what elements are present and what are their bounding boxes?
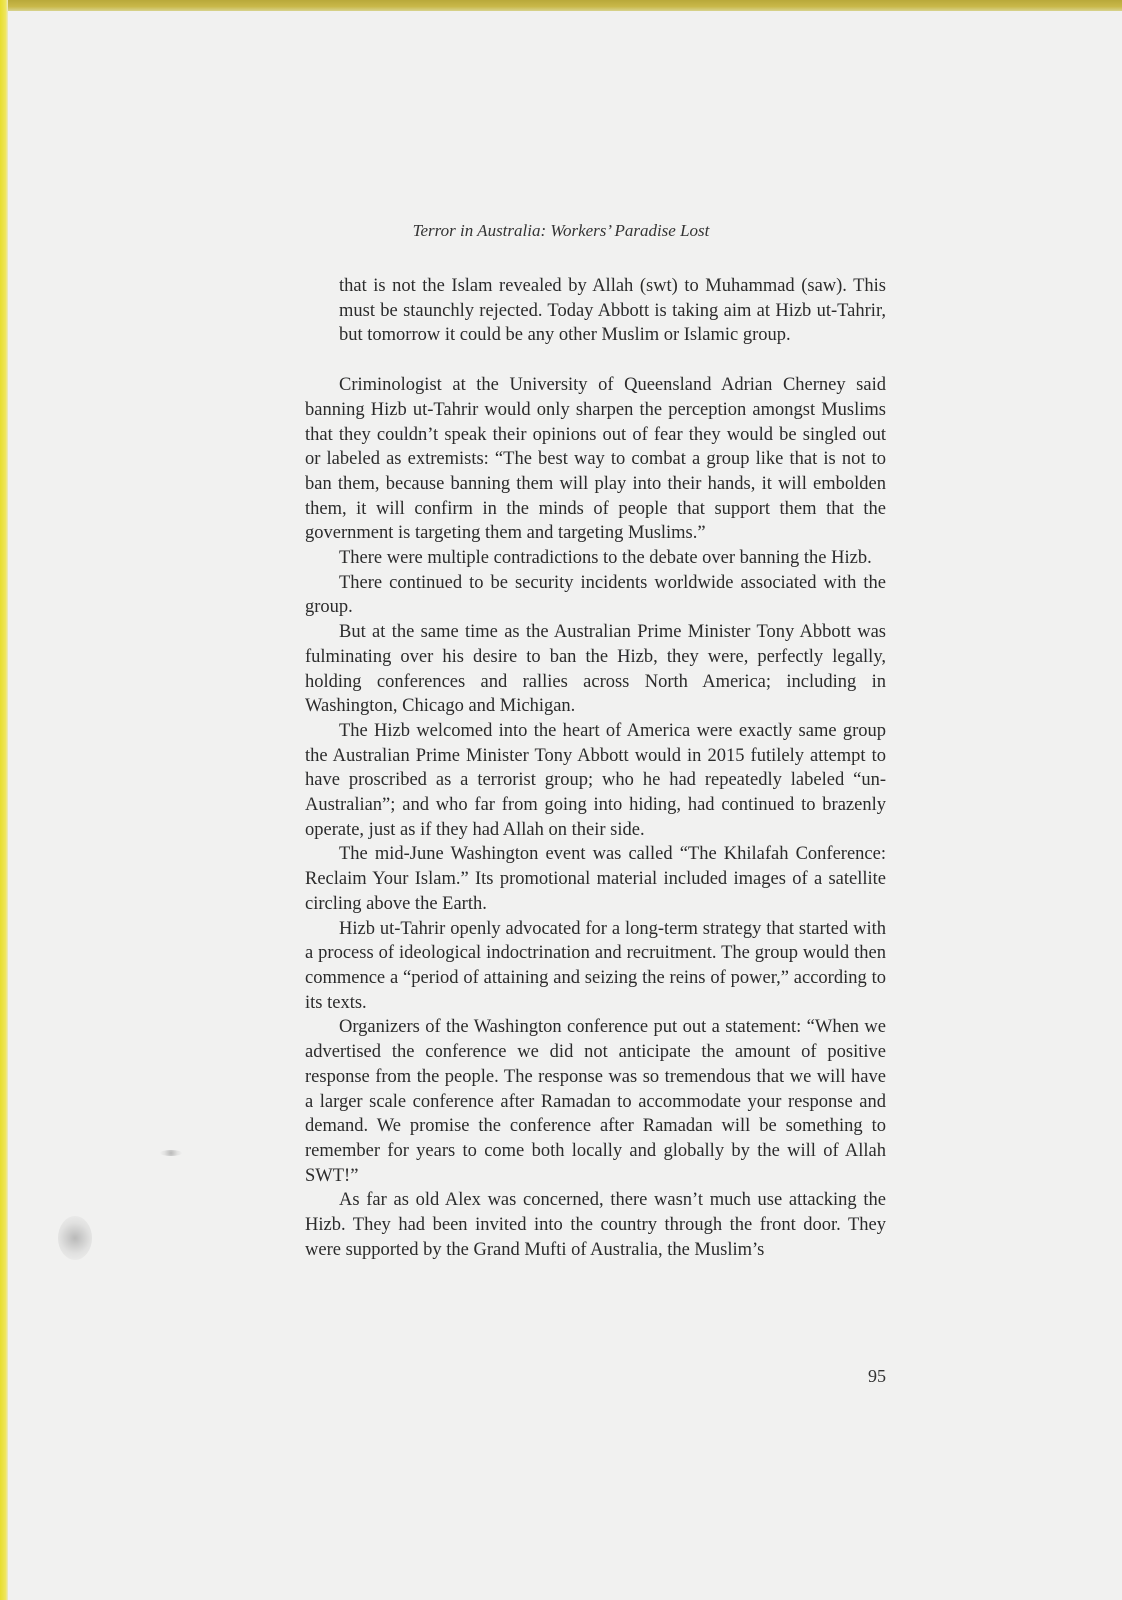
paragraph: Criminologist at the University of Queensland Adrian Cherney said banning Hizb ut-Tahrir would only sharpen the perception amongst Muslims that they couldn’t speak their opinions out of fear they would be singled out or labeled as extremists: “The best way to combat a group like that is not to ban them, because banning them will play into their hands, it will embolden them, it will confirm in the minds of people that support them that the government is targeting them and targeting Muslims.”	[305, 375, 886, 544]
paragraph: As far as old Alex was concerned, there wasn’t much use attacking the Hizb. They had been invited into the country through the front door. They were supported by the Grand Mufti of Australia, the Muslim’s	[305, 1190, 886, 1260]
paragraph: The mid-June Washington event was called “The Khilafah Conference: Reclaim Your Islam.” Its promotional material included images of a satellite circling above the Earth.	[305, 844, 886, 914]
scan-smudge	[58, 1216, 92, 1260]
paragraph: Hizb ut-Tahrir openly advocated for a long-term strategy that started with a process of ideological indoctrination and recruitment. The group would then commence a “period of attaining and seizing the reins of power,” according to its texts.	[305, 918, 886, 1013]
running-title: Terror in Australia: Workers’ Paradise Lost	[412, 221, 710, 240]
scan-edge-top	[0, 0, 1122, 11]
quote-paragraph: that is not the Islam revealed by Allah (swt) to Muhammad (saw). This must be staunchly rejected. Today Abbott is taking aim at Hizb ut-Tahrir, but tomorrow it could be any other Muslim or Islamic group.	[339, 276, 886, 346]
paragraph: There were multiple contradictions to the debate over banning the Hizb.	[339, 548, 872, 569]
paragraph: Organizers of the Washington conference put out a statement: “When we advertised the conference we did not anticipate the amount of positive response from the people. The response was so tremendous that we will have a larger scale conference after Ramadan to accommodate your response and demand. We promise the conference after Ramadan will be something to remember for years to come both locally and globally by the will of Allah SWT!”	[305, 1017, 886, 1186]
main-text	[305, 274, 886, 1262]
paragraph: But at the same time as the Australian Prime Minister Tony Abbott was fulminating over his desire to ban the Hizb, they were, perfectly legally, holding conferences and rallies across North America; including in Washington, Chicago and Michigan.	[305, 622, 886, 717]
quote-block	[339, 274, 886, 348]
paragraph: There continued to be security incidents worldwide associated with the group.	[305, 572, 886, 618]
page-number: 95	[868, 1366, 886, 1386]
paragraph: The Hizb welcomed into the heart of America were exactly same group the Australian Prime Minister Tony Abbott would in 2015 futilely attempt to have proscribed as a terrorist group; who he had repeatedly labeled “un-Australian”; and who far from going into hiding, had continued to brazenly operate, just as if they had Allah on their side.	[305, 720, 886, 840]
body-text	[305, 373, 886, 1262]
scan-mark	[160, 1150, 182, 1156]
